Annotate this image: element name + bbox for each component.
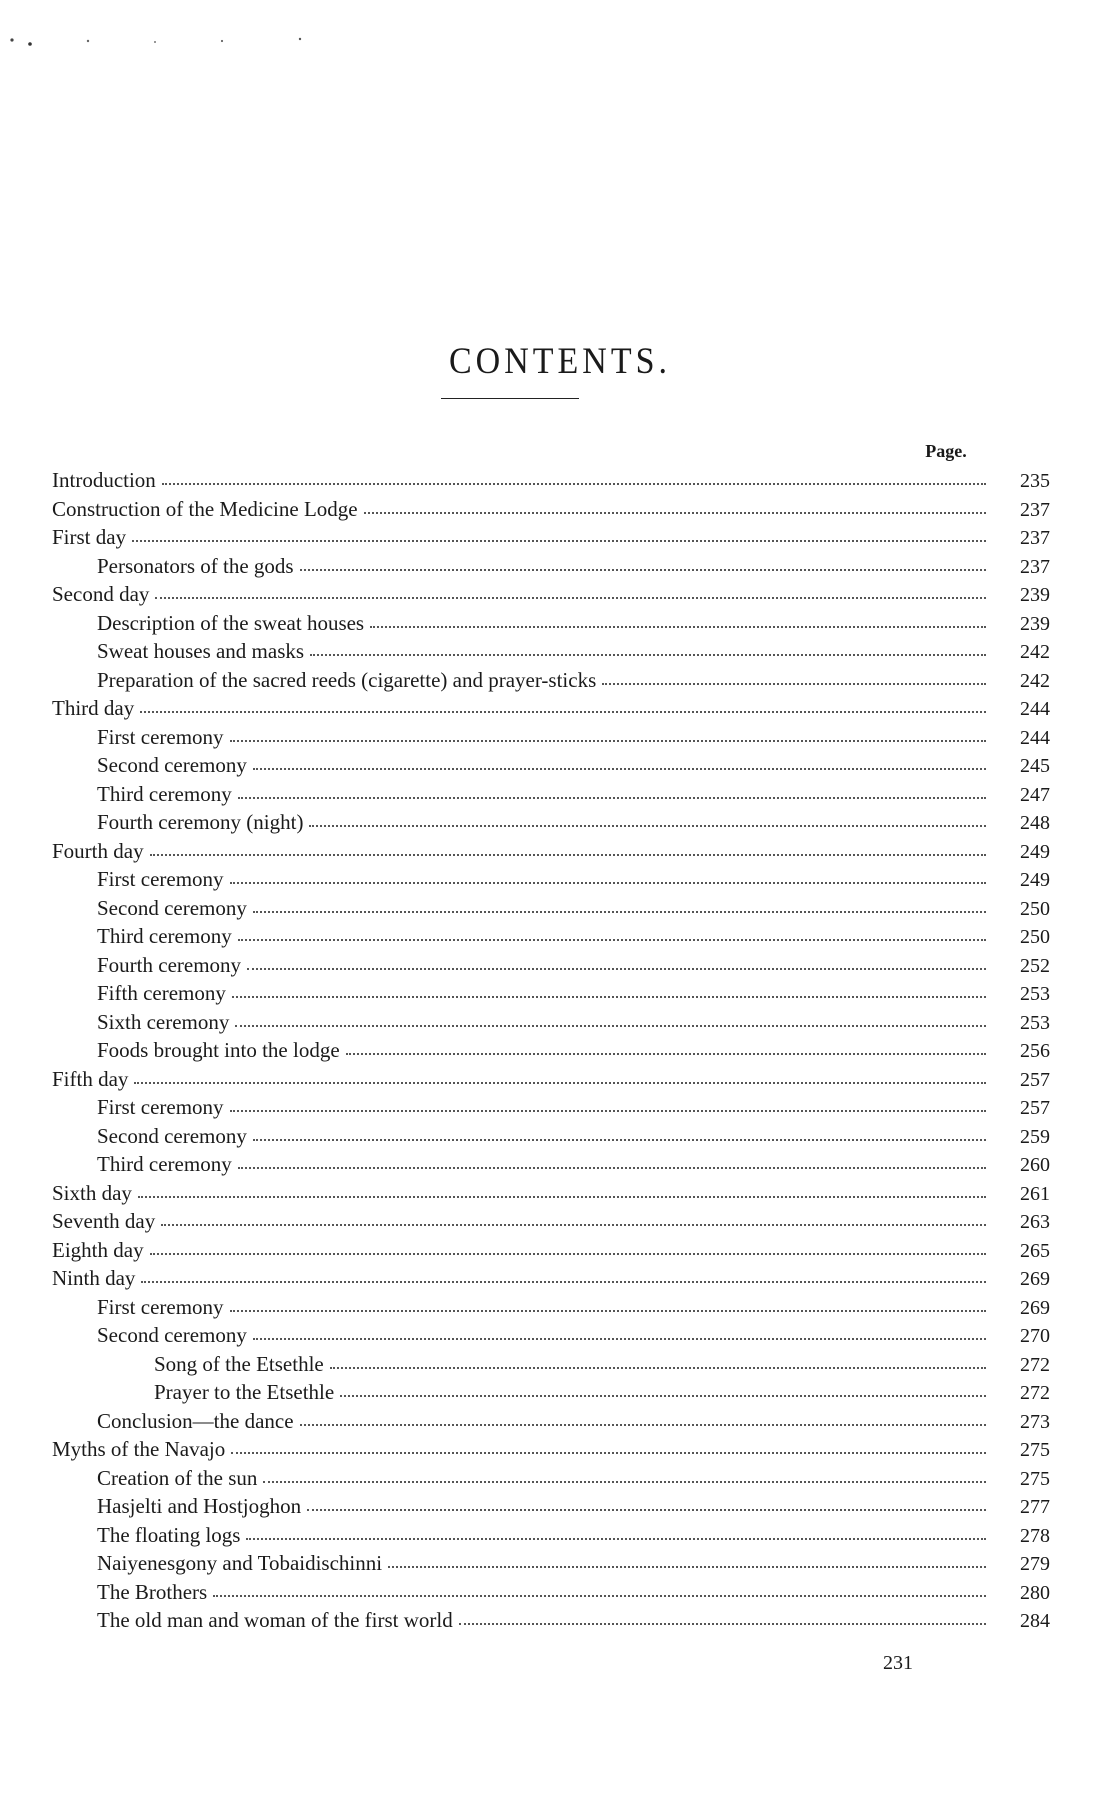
toc-entry-title: Sixth day (52, 1180, 132, 1205)
toc-entry-page: 245 (1020, 755, 1050, 777)
toc-entry-page: 249 (1020, 840, 1050, 863)
toc-entry (52, 1578, 1050, 1607)
dot-leader (230, 882, 986, 884)
toc-entry-page: 273 (1020, 1410, 1050, 1433)
toc-entry (52, 1350, 1050, 1379)
table-of-contents (52, 466, 1050, 1635)
toc-entry (52, 666, 1050, 695)
toc-entry-title: Fourth ceremony (97, 952, 242, 977)
toc-entry (52, 808, 1050, 837)
toc-entry-title: Sweat houses and masks (97, 639, 305, 663)
toc-entry-page: 265 (1020, 1239, 1050, 1262)
toc-entry-title: First day (52, 525, 127, 549)
dot-leader (231, 1452, 986, 1454)
toc-entry-title: Myths of the Navajo (52, 1437, 226, 1461)
toc-entry-title: Third ceremony (97, 1152, 232, 1176)
toc-entry-title: Third ceremony (97, 924, 232, 948)
toc-entry (52, 751, 1050, 780)
toc-entry-title: Seventh day (52, 1209, 156, 1233)
dot-leader (300, 1424, 986, 1426)
toc-entry-title: Song of the Etsethle (154, 1351, 324, 1376)
toc-entry-title: Eighth day (52, 1237, 144, 1262)
toc-entry-page: 242 (1020, 669, 1050, 692)
toc-entry-title: Fifth ceremony (97, 981, 226, 1005)
toc-entry-title: Conclusion—the dance (97, 1408, 294, 1433)
toc-entry (52, 1321, 1050, 1350)
dot-leader (346, 1053, 986, 1055)
toc-entry-title: Third ceremony (97, 781, 232, 806)
dot-leader (330, 1367, 986, 1369)
toc-entry (52, 922, 1050, 951)
toc-entry (52, 1407, 1050, 1436)
toc-entry (52, 1606, 1050, 1635)
toc-entry-page: 239 (1020, 584, 1050, 606)
toc-entry (52, 723, 1050, 752)
toc-entry (52, 1093, 1050, 1122)
toc-entry (52, 1236, 1050, 1265)
toc-entry-page: 239 (1020, 612, 1050, 635)
dot-leader (141, 1281, 986, 1283)
toc-entry (52, 694, 1050, 723)
toc-entry (52, 1179, 1050, 1208)
dot-leader (230, 1110, 986, 1112)
toc-entry-page: 278 (1020, 1524, 1050, 1547)
dot-leader (370, 626, 986, 628)
toc-entry-page: 257 (1020, 1097, 1050, 1119)
dot-leader (134, 1082, 986, 1084)
toc-entry-title: Fifth day (52, 1066, 129, 1091)
toc-entry (52, 1293, 1050, 1322)
toc-entry-title: Prayer to the Etsethle (154, 1380, 335, 1404)
dot-leader (300, 569, 986, 571)
toc-entry-title: Naiyenesgony and Tobaidischinni (97, 1551, 383, 1575)
toc-entry-title: First ceremony (97, 867, 224, 891)
toc-entry-title: Hasjelti and Hostjoghon (97, 1494, 302, 1518)
paper-specks (0, 30, 330, 60)
toc-entry-page: 252 (1020, 954, 1050, 977)
toc-entry-title: Third day (52, 696, 135, 720)
toc-entry-page: 260 (1020, 1154, 1050, 1176)
dot-leader (307, 1509, 986, 1511)
toc-entry-title: Second ceremony (97, 753, 247, 777)
toc-entry (52, 1008, 1050, 1037)
toc-entry (52, 580, 1050, 609)
dot-leader (162, 483, 986, 485)
dot-leader (150, 1253, 986, 1255)
toc-entry-page: 253 (1020, 1011, 1050, 1034)
page-column-label: Page. (925, 441, 967, 461)
toc-entry-title: Introduction (52, 468, 156, 492)
toc-entry-page: 269 (1020, 1268, 1050, 1290)
toc-entry-page: 248 (1020, 812, 1050, 834)
toc-entry-page: 237 (1020, 555, 1050, 578)
dot-leader (253, 1139, 986, 1141)
dot-leader (132, 540, 986, 542)
toc-entry (52, 552, 1050, 581)
toc-entry-page: 261 (1020, 1182, 1050, 1205)
dot-leader (253, 1338, 986, 1340)
dot-leader (459, 1623, 986, 1625)
toc-entry-page: 250 (1020, 926, 1050, 948)
dot-leader (161, 1224, 986, 1226)
toc-entry (52, 979, 1050, 1008)
toc-entry-page: 235 (1020, 470, 1050, 492)
toc-entry-title: First ceremony (97, 1095, 224, 1119)
toc-entry-title: Second ceremony (97, 895, 247, 920)
title-rule (441, 398, 579, 399)
toc-entry-page: 275 (1020, 1439, 1050, 1461)
toc-entry-title: Second ceremony (97, 1323, 247, 1347)
toc-entry-page: 272 (1020, 1382, 1050, 1404)
toc-entry-page: 284 (1020, 1610, 1050, 1632)
toc-entry (52, 1521, 1050, 1550)
toc-entry-title: Creation of the sun (97, 1465, 258, 1490)
dot-leader (247, 968, 986, 970)
toc-entry (52, 894, 1050, 923)
dot-leader (309, 825, 986, 827)
toc-entry-page: 269 (1020, 1296, 1050, 1319)
dot-leader (310, 654, 986, 656)
toc-entry-title: First ceremony (97, 724, 224, 749)
dot-leader (253, 768, 986, 770)
dot-leader (238, 797, 986, 799)
toc-entry-page: 280 (1020, 1581, 1050, 1604)
toc-entry-page: 244 (1020, 726, 1050, 749)
toc-entry (52, 1150, 1050, 1179)
toc-entry-title: Description of the sweat houses (97, 610, 365, 635)
dot-leader (364, 512, 986, 514)
toc-entry (52, 637, 1050, 666)
toc-entry (52, 1065, 1050, 1094)
toc-entry (52, 1378, 1050, 1407)
toc-entry (52, 1264, 1050, 1293)
toc-entry-title: Sixth ceremony (97, 1009, 230, 1034)
toc-entry-title: Preparation of the sacred reeds (cigarette) and prayer-sticks (97, 667, 597, 692)
toc-entry-page: 279 (1020, 1553, 1050, 1575)
dot-leader (246, 1538, 986, 1540)
toc-entry-page: 249 (1020, 869, 1050, 891)
toc-entry-title: The old man and woman of the first world (97, 1608, 453, 1632)
toc-entry (52, 865, 1050, 894)
toc-entry-title: Fourth ceremony (night) (97, 810, 304, 834)
toc-entry (52, 1549, 1050, 1578)
dot-leader (150, 854, 986, 856)
dot-leader (602, 683, 986, 685)
dot-leader (232, 996, 986, 998)
dot-leader (238, 939, 986, 941)
dot-leader (263, 1481, 986, 1483)
dot-leader (253, 911, 986, 913)
toc-entry (52, 609, 1050, 638)
dot-leader (155, 597, 986, 599)
toc-entry-page: 237 (1020, 527, 1050, 549)
toc-entry (52, 1464, 1050, 1493)
toc-entry-page: 270 (1020, 1325, 1050, 1347)
dot-leader (340, 1395, 986, 1397)
toc-entry (52, 780, 1050, 809)
toc-entry-page: 277 (1020, 1496, 1050, 1518)
toc-entry (52, 523, 1050, 552)
toc-entry (52, 1435, 1050, 1464)
page-number: 231 (883, 1652, 913, 1674)
toc-entry-page: 256 (1020, 1040, 1050, 1062)
toc-entry (52, 495, 1050, 524)
toc-entry (52, 837, 1050, 866)
toc-entry-page: 259 (1020, 1125, 1050, 1148)
dot-leader (238, 1167, 986, 1169)
dot-leader (230, 740, 986, 742)
dot-leader (138, 1196, 986, 1198)
toc-entry (52, 1122, 1050, 1151)
toc-entry-title: Ninth day (52, 1266, 136, 1290)
dot-leader (213, 1595, 986, 1597)
dot-leader (235, 1025, 986, 1027)
dot-leader (388, 1566, 986, 1568)
toc-entry-page: 242 (1020, 641, 1050, 663)
toc-entry-title: The Brothers (97, 1579, 208, 1604)
toc-entry-title: Second ceremony (97, 1123, 247, 1148)
toc-entry (52, 466, 1050, 495)
toc-entry-page: 275 (1020, 1467, 1050, 1490)
toc-entry-title: Second day (52, 582, 150, 606)
toc-entry-title: Personators of the gods (97, 553, 294, 578)
toc-entry-title: Construction of the Medicine Lodge (52, 496, 358, 521)
toc-entry-page: 272 (1020, 1353, 1050, 1376)
toc-entry-page: 244 (1020, 698, 1050, 720)
toc-entry-title: First ceremony (97, 1294, 224, 1319)
toc-entry-title: Foods brought into the lodge (97, 1038, 340, 1062)
toc-entry (52, 951, 1050, 980)
toc-entry-page: 263 (1020, 1211, 1050, 1233)
toc-entry-page: 247 (1020, 783, 1050, 806)
toc-entry-title: Fourth day (52, 838, 144, 863)
dot-leader (230, 1310, 986, 1312)
toc-entry-title: The floating logs (97, 1522, 241, 1547)
toc-entry-page: 237 (1020, 498, 1050, 521)
toc-entry (52, 1207, 1050, 1236)
dot-leader (140, 711, 986, 713)
toc-entry-page: 253 (1020, 983, 1050, 1005)
toc-entry-page: 250 (1020, 897, 1050, 920)
toc-entry-page: 257 (1020, 1068, 1050, 1091)
toc-entry (52, 1036, 1050, 1065)
toc-entry (52, 1492, 1050, 1521)
contents-title: CONTENTS. (448, 341, 672, 382)
